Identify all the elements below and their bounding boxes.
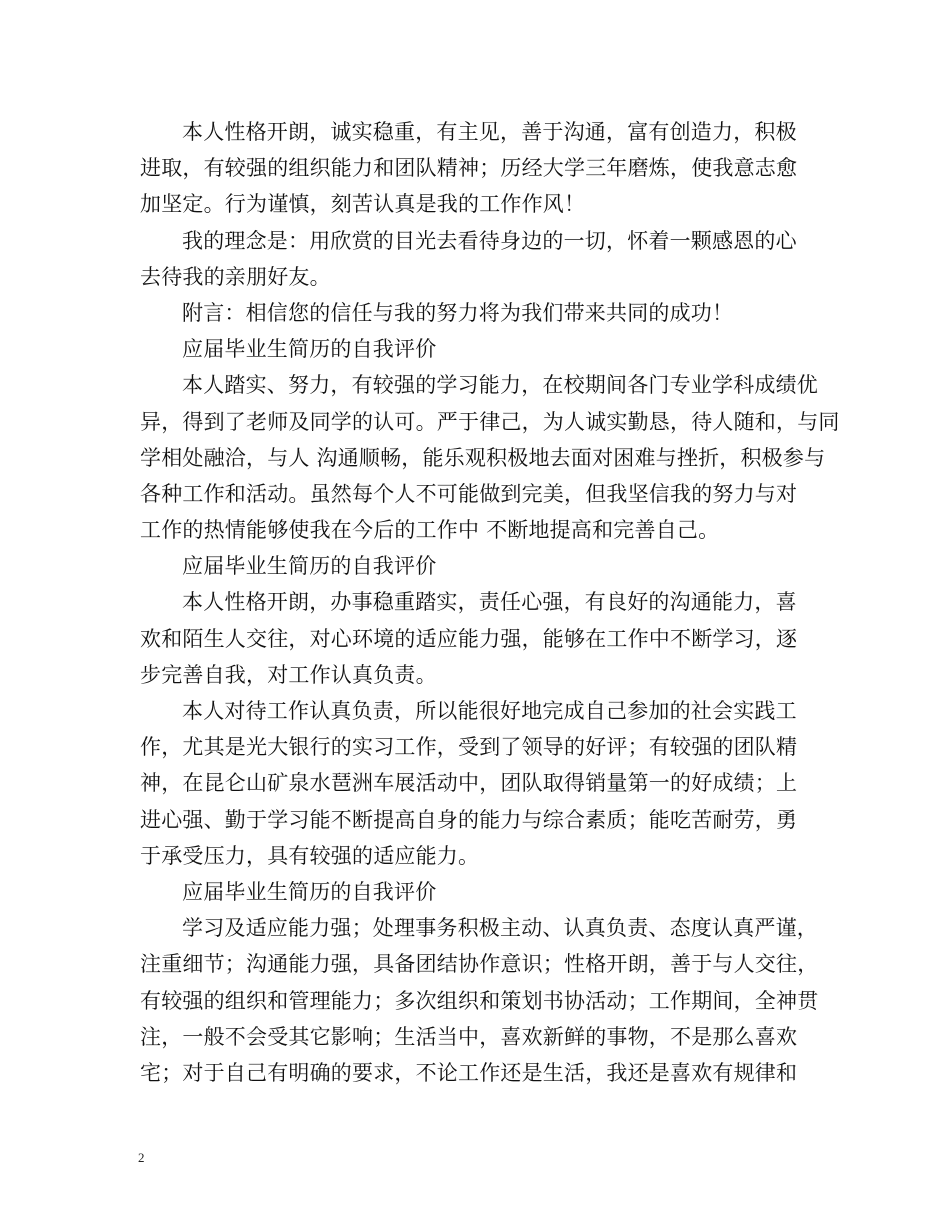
text-line: 进心强、勤于学习能不断提高自身的能力与综合素质；能吃苦耐劳，勇	[140, 807, 798, 832]
text-line: 学相处融洽，与人 沟通顺畅，能乐观积极地去面对困难与挫折，积极参与	[140, 445, 826, 470]
text-line: 应届毕业生简历的自我评价	[182, 554, 437, 579]
text-line: 去待我的亲朋好友。	[140, 264, 331, 289]
text-line: 注，一般不会受其它影响；生活当中，喜欢新鲜的事物，不是那么喜欢	[140, 1024, 798, 1049]
text-line: 欢和陌生人交往，对心环境的适应能力强，能够在工作中不断学习，逐	[140, 626, 798, 651]
text-line: 各种工作和活动。虽然每个人不可能做到完美，但我坚信我的努力与对	[140, 481, 798, 506]
text-line: 进取，有较强的组织能力和团队精神；历经大学三年磨炼，使我意志愈	[140, 156, 798, 181]
text-line: 本人踏实、努力，有较强的学习能力，在校期间各门专业学科成绩优	[182, 373, 818, 398]
text-line: 加坚定。行为谨慎，刻苦认真是我的工作作风！	[140, 192, 586, 217]
text-line: 应届毕业生简历的自我评价	[182, 879, 437, 904]
document-body	[140, 114, 840, 1091]
text-line: 神，在昆仑山矿泉水琶洲车展活动中，团队取得销量第一的好成绩；上	[140, 771, 798, 796]
text-line: 本人性格开朗，诚实稳重，有主见，善于沟通，富有创造力，积极	[182, 120, 797, 144]
text-line: 本人性格开朗，办事稳重踏实，责任心强，有良好的沟通能力，喜	[182, 590, 797, 615]
text-line: 作，尤其是光大银行的实习工作，受到了领导的好评；有较强的团队精	[140, 735, 798, 760]
text-line: 步完善自我，对工作认真负责。	[140, 662, 437, 687]
text-line: 有较强的组织和管理能力；多次组织和策划书协活动；工作期间，全神贯	[140, 988, 819, 1013]
text-line: 附言：相信您的信任与我的努力将为我们带来共同的成功！	[182, 300, 734, 325]
text-line: 学习及适应能力强；处理事务积极主动、认真负责、态度认真严谨，	[182, 916, 818, 941]
text-line: 本人对待工作认真负责，所以能很好地完成自己参加的社会实践工	[182, 699, 797, 723]
text-line: 我的理念是：用欣赏的目光去看待身边的一切，怀着一颗感恩的心	[182, 228, 797, 253]
text-line: 异，得到了老师及同学的认可。严于律己，为人诚实勤恳，待人随和，与同	[140, 409, 840, 434]
text-line: 工作的热情能够使我在今后的工作中 不断地提高和完善自己。	[140, 518, 720, 543]
text-line: 注重细节；沟通能力强，具备团结协作意识；性格开朗，善于与人交往，	[140, 952, 819, 977]
text-line: 宅；对于自己有明确的要求，不论工作还是生活，我还是喜欢有规律和	[140, 1060, 798, 1085]
page-number: 2	[138, 1150, 145, 1165]
text-line: 应届毕业生简历的自我评价	[182, 337, 437, 362]
text-line: 于承受压力，具有较强的适应能力。	[140, 843, 480, 868]
